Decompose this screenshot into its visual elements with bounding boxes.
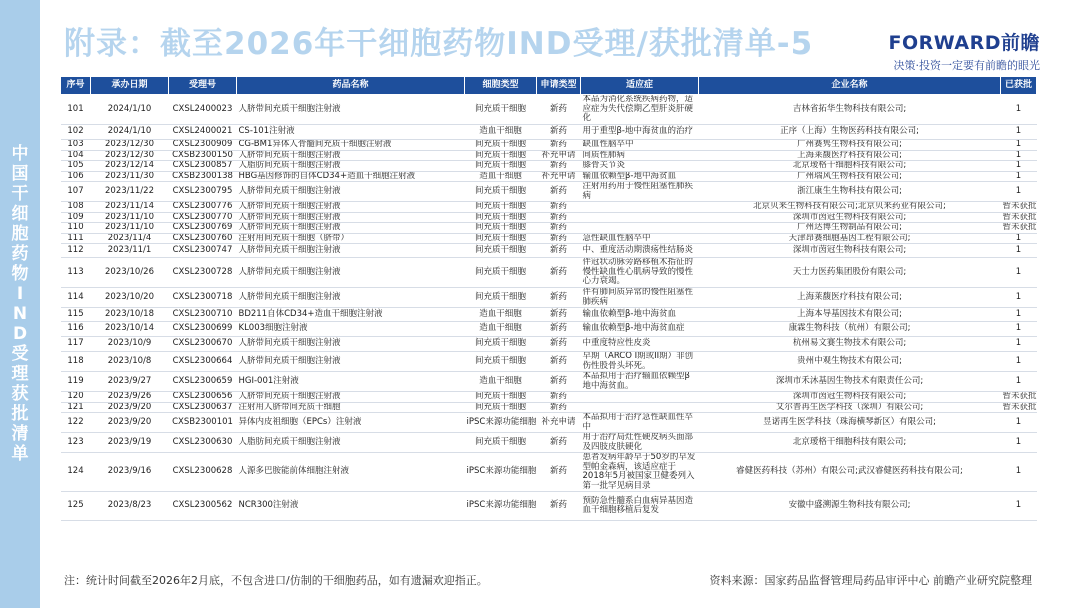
cell-cell-type: 间充质干细胞 [465,244,537,258]
cell-app-type: 新药 [537,244,581,258]
table-row [61,372,1037,392]
cell-accept-no: CXSL2300670 [169,337,237,352]
cell-indication: 伴冠状动脉旁路移植术指征的慢性缺血性心肌病导致的慢性心力衰竭。 [581,258,699,288]
cell-company: 上海莱馥医疗科技有限公司; [699,150,1001,161]
cell-date: 2023/10/20 [91,288,169,308]
cell-accept-no: CXSL2300656 [169,392,237,403]
sidebar [0,0,40,608]
cell-app-type: 新药 [537,433,581,453]
cell-date: 2023/9/20 [91,402,169,413]
cell-company: 北京贝来生物科技有限公司;北京贝来药业有限公司; [699,202,1001,213]
cell-company: 广州达博生物制品有限公司; [699,223,1001,234]
cell-app-type: 新药 [537,453,581,492]
cell-company: 天士力医药集团股份有限公司; [699,258,1001,288]
sidebar-title: 中国干细胞药物IND受理获批清单 [11,144,29,464]
cell-app-type: 新药 [537,95,581,125]
cell-company: 艾尔普再生医学科技（深圳）有限公司; [699,402,1001,413]
table-row [61,244,1037,258]
cell-approved: 1 [1001,244,1037,258]
cell-no: 110 [61,223,91,234]
cell-app-type: 新药 [537,223,581,234]
cell-approved: 1 [1001,372,1037,392]
cell-approved: 1 [1001,413,1037,433]
cell-app-type: 新药 [537,402,581,413]
cell-drug-name: 人脐带间充质干细胞注射液 [237,212,465,223]
cell-drug-name: 人源多巴胺能前体细胞注射液 [237,453,465,492]
cell-accept-no: CXSL2300909 [169,140,237,151]
header-col-approved: 已获批 [1001,77,1037,95]
cell-indication: 患者发病年龄早于50岁的早发型帕金森病，该适应症于2018年5月被国家卫健委列入第一批罕见病目录 [581,453,699,492]
table-row [61,140,1037,151]
header-col-no: 序号 [61,77,91,95]
cell-app-type: 新药 [537,212,581,223]
cell-accept-no: CXSL2300728 [169,258,237,288]
cell-indication [581,392,699,403]
cell-accept-no: CXSL2300795 [169,182,237,202]
cell-no: 119 [61,372,91,392]
cell-date: 2023/9/16 [91,453,169,492]
cell-company: 杭州易文赛生物技术有限公司; [699,337,1001,352]
cell-drug-name: 人脐带间充质干细胞注射液 [237,337,465,352]
cell-no: 109 [61,212,91,223]
cell-company: 正序（上海）生物医药科技有限公司; [699,125,1001,140]
cell-accept-no: CXSL2300562 [169,492,237,521]
cell-company: 深圳市茵冠生物科技有限公司; [699,212,1001,223]
cell-cell-type: 间充质干细胞 [465,140,537,151]
cell-app-type: 新药 [537,352,581,372]
table-row [61,223,1037,234]
cell-company: 昱诺再生医学科技（珠海横琴新区）有限公司; [699,413,1001,433]
cell-date: 2023/10/14 [91,322,169,337]
cell-drug-name: 人脂肪间充质干细胞注射液 [237,161,465,172]
cell-date: 2023/9/20 [91,413,169,433]
cell-app-type: 新药 [537,202,581,213]
cell-accept-no: CXSB2300101 [169,413,237,433]
cell-company: 北京瑷格干细胞科技有限公司; [699,161,1001,172]
cell-date: 2023/10/9 [91,337,169,352]
cell-drug-name: 人脐带间充质干细胞注射液 [237,352,465,372]
cell-indication: 膝骨关节炎 [581,161,699,172]
cell-drug-name: 人脐带间充质干细胞注射液 [237,258,465,288]
cell-drug-name: 人脂肪间充质干细胞注射液 [237,433,465,453]
cell-date: 2023/11/14 [91,202,169,213]
table-row [61,95,1037,125]
cell-indication: 中、重度活动期溃疡性结肠炎 [581,244,699,258]
cell-approved: 1 [1001,125,1037,140]
cell-cell-type: 间充质干细胞 [465,202,537,213]
cell-date: 2023/11/22 [91,182,169,202]
table-row [61,413,1037,433]
cell-indication: 本品拟用于治疗急性缺血性卒中 [581,413,699,433]
cell-no: 118 [61,352,91,372]
cell-app-type: 补充申请 [537,150,581,161]
cell-date: 2024/1/10 [91,125,169,140]
cell-indication: 注射用药用于慢性阻塞性肺疾病 [581,182,699,202]
cell-approved: 1 [1001,95,1037,125]
cell-cell-type: 间充质干细胞 [465,212,537,223]
cell-approved: 1 [1001,322,1037,337]
cell-date: 2023/9/19 [91,433,169,453]
cell-app-type: 新药 [537,288,581,308]
cell-drug-name: 人脐带间充质干细胞注射液 [237,202,465,213]
cell-accept-no: CXSL2300628 [169,453,237,492]
header-col-app-type: 申请类型 [537,77,581,95]
cell-date: 2023/11/4 [91,233,169,244]
cell-no: 101 [61,95,91,125]
cell-no: 122 [61,413,91,433]
cell-date: 2023/9/27 [91,372,169,392]
cell-approved: 1 [1001,258,1037,288]
cell-indication: 输血依赖型β-地中海贫血 [581,171,699,182]
cell-app-type: 新药 [537,492,581,521]
cell-drug-name: 人脐带间充质干细胞注射液 [237,150,465,161]
page-title: 附录：截至2026年干细胞药物IND受理/获批清单-5 [64,26,814,62]
cell-drug-name: CG-BM1异体人骨髓间充质干细胞注射液 [237,140,465,151]
cell-no: 115 [61,308,91,322]
cell-cell-type: 间充质干细胞 [465,337,537,352]
cell-app-type: 新药 [537,392,581,403]
cell-accept-no: CXSL2300769 [169,223,237,234]
footnote: 注：统计时间截至2026年2月底，不包含进口/仿制的干细胞药品，如有遗漏欢迎指正。 [64,574,488,587]
cell-approved: 1 [1001,308,1037,322]
cell-cell-type: 间充质干细胞 [465,182,537,202]
cell-indication: 缺血性脑卒中 [581,140,699,151]
cell-app-type: 新药 [537,182,581,202]
cell-cell-type: iPSC来源功能细胞 [465,413,537,433]
table-body [61,95,1037,521]
table-row [61,182,1037,202]
cell-date: 2023/8/23 [91,492,169,521]
cell-approved: 1 [1001,288,1037,308]
cell-accept-no: CXSL2300770 [169,212,237,223]
cell-indication: 本品拟用于治疗输血依赖型β地中海贫血。 [581,372,699,392]
cell-no: 113 [61,258,91,288]
cell-app-type: 新药 [537,372,581,392]
cell-app-type: 补充申请 [537,171,581,182]
table-row [61,125,1037,140]
cell-approved: 暂未获批 [1002,402,1037,412]
cell-company: 深圳市禾沐基因生物技术有限责任公司; [699,372,1001,392]
cell-accept-no: CXSL2300710 [169,308,237,322]
cell-company: 深圳市茵冠生物科技有限公司; [699,244,1001,258]
cell-cell-type: 间充质干细胞 [465,233,537,244]
cell-cell-type: 间充质干细胞 [465,161,537,172]
cell-no: 121 [61,402,91,413]
cell-accept-no: CXSL2300630 [169,433,237,453]
cell-cell-type: 间充质干细胞 [465,223,537,234]
cell-indication: 急性缺血性脑卒中 [581,233,699,244]
cell-no: 102 [61,125,91,140]
cell-date: 2023/10/26 [91,258,169,288]
cell-no: 125 [61,492,91,521]
table-row [61,492,1037,521]
cell-no: 105 [61,161,91,172]
table-row [61,322,1037,337]
cell-no: 124 [61,453,91,492]
cell-indication [581,202,699,213]
table-row [61,433,1037,453]
cell-date: 2023/11/10 [91,212,169,223]
cell-drug-name: HGI-001注射液 [237,372,465,392]
cell-cell-type: iPSC来源功能细胞 [465,492,537,521]
cell-indication: 中重度特应性皮炎 [581,337,699,352]
cell-drug-name: 人脐带间充质干细胞注射液 [237,392,465,403]
cell-company: 广州瑞风生物科技有限公司; [699,171,1001,182]
cell-indication: 输血依赖型β-地中海贫血 [581,308,699,322]
cell-no: 111 [61,233,91,244]
cell-company: 深圳市茵冠生物科技有限公司; [699,392,1001,403]
cell-app-type: 新药 [537,233,581,244]
table-row [61,150,1037,161]
cell-approved: 1 [1001,161,1037,172]
cell-drug-name: KL003细胞注射液 [237,322,465,337]
cell-app-type: 新药 [537,258,581,288]
cell-date: 2023/11/30 [91,171,169,182]
table-header-row [61,77,1037,95]
cell-no: 108 [61,202,91,213]
cell-accept-no: CXSB2300150 [169,150,237,161]
cell-indication: 用于治疗局灶性硬皮病头面部及四肢皮肤硬化 [581,433,699,453]
cell-approved: 暂未获批 [1002,391,1037,401]
cell-app-type: 新药 [537,161,581,172]
cell-drug-name: 人脐带间充质干细胞注射液 [237,223,465,234]
cell-accept-no: CXSL2400021 [169,125,237,140]
cell-indication: 伴有肺间质异常的慢性阻塞性肺疾病 [581,288,699,308]
cell-date: 2023/11/1 [91,244,169,258]
cell-no: 116 [61,322,91,337]
cell-indication: 早期（ARCO I期或II期）非创伤性股骨头坏死。 [581,352,699,372]
cell-approved: 1 [1001,433,1037,453]
table-row [61,202,1037,213]
cell-indication [581,402,699,413]
cell-company: 天津昂赛细胞基因工程有限公司; [699,233,1001,244]
cell-app-type: 新药 [537,337,581,352]
cell-company: 浙江康生生物科技有限公司; [699,182,1001,202]
cell-no: 112 [61,244,91,258]
logo-wordmark: FORWARD前瞻 [888,32,1040,54]
cell-date: 2023/10/8 [91,352,169,372]
cell-date: 2023/11/10 [91,223,169,234]
cell-app-type: 新药 [537,308,581,322]
cell-approved: 暂未获批 [1002,212,1037,222]
cell-no: 114 [61,288,91,308]
cell-approved: 1 [1001,337,1037,352]
cell-accept-no: CXSL2300857 [169,161,237,172]
cell-drug-name: 注射用间充质干细胞（脐带） [237,233,465,244]
cell-drug-name: 人脐带间充质干细胞注射液 [237,182,465,202]
cell-app-type: 补充申请 [537,413,581,433]
cell-cell-type: 间充质干细胞 [465,258,537,288]
ind-table-container [60,76,1036,521]
cell-drug-name: BD211自体CD34+造血干细胞注射液 [237,308,465,322]
ind-table [60,76,1037,521]
cell-accept-no: CXSL2300699 [169,322,237,337]
cell-accept-no: CXSL2400023 [169,95,237,125]
header-col-date: 承办日期 [91,77,169,95]
cell-approved: 暂未获批 [1002,201,1037,211]
cell-cell-type: 间充质干细胞 [465,150,537,161]
cell-indication [581,223,699,234]
cell-no: 104 [61,150,91,161]
cell-cell-type: 造血干细胞 [465,372,537,392]
cell-company: 广州赛隽生物科技有限公司; [699,140,1001,151]
cell-date: 2023/10/18 [91,308,169,322]
cell-drug-name: CS-101注射液 [237,125,465,140]
cell-date: 2023/12/14 [91,161,169,172]
cell-indication: 预防急性髓系白血病异基因造血干细胞移植后复发 [581,492,699,521]
cell-drug-name: 异体内皮祖细胞（EPCs）注射液 [237,413,465,433]
cell-approved: 1 [1001,182,1037,202]
cell-company: 上海本导基因技术有限公司; [699,308,1001,322]
cell-app-type: 新药 [537,125,581,140]
table-row [61,171,1037,182]
logo-slogan: 决策·投资一定要有前瞻的眼光 [893,59,1040,72]
cell-cell-type: iPSC来源功能细胞 [465,453,537,492]
header-col-drug-name: 药品名称 [237,77,465,95]
cell-company: 贵州中观生物技术有限公司; [699,352,1001,372]
cell-accept-no: CXSL2300747 [169,244,237,258]
cell-company: 康霖生物科技（杭州）有限公司; [699,322,1001,337]
cell-cell-type: 造血干细胞 [465,308,537,322]
cell-accept-no: CXSB2300138 [169,171,237,182]
header-col-indication: 适应症 [581,77,699,95]
cell-approved: 1 [1001,171,1037,182]
cell-no: 107 [61,182,91,202]
table-row [61,258,1037,288]
cell-indication: 用于重型β-地中海贫血的治疗 [581,125,699,140]
table-row [61,308,1037,322]
table-row [61,402,1037,413]
cell-accept-no: CXSL2300776 [169,202,237,213]
cell-cell-type: 间充质干细胞 [465,433,537,453]
header-col-company: 企业名称 [699,77,1001,95]
table-row [61,392,1037,403]
cell-approved: 1 [1001,453,1037,492]
cell-accept-no: CXSL2300760 [169,233,237,244]
cell-drug-name: NCR300注射液 [237,492,465,521]
cell-company: 睿健医药科技（苏州）有限公司;武汉睿健医药科技有限公司; [699,453,1001,492]
cell-accept-no: CXSL2300718 [169,288,237,308]
table-row [61,453,1037,492]
cell-date: 2023/12/30 [91,150,169,161]
cell-cell-type: 造血干细胞 [465,322,537,337]
cell-company: 吉林省拓华生物科技有限公司; [699,95,1001,125]
cell-date: 2023/12/30 [91,140,169,151]
table-row [61,161,1037,172]
cell-no: 123 [61,433,91,453]
cell-no: 103 [61,140,91,151]
cell-accept-no: CXSL2300637 [169,402,237,413]
table-row [61,212,1037,223]
cell-no: 106 [61,171,91,182]
cell-accept-no: CXSL2300664 [169,352,237,372]
cell-company: 北京瑷格干细胞科技有限公司; [699,433,1001,453]
cell-drug-name: 人脐带间充质干细胞注射液 [237,95,465,125]
cell-company: 安徽中盛溯源生物科技有限公司; [699,492,1001,521]
cell-approved: 1 [1001,352,1037,372]
table-row [61,337,1037,352]
table-row [61,288,1037,308]
cell-cell-type: 间充质干细胞 [465,392,537,403]
cell-approved: 1 [1001,150,1037,161]
cell-accept-no: CXSL2300659 [169,372,237,392]
brand-logo [889,28,1040,73]
cell-cell-type: 间充质干细胞 [465,352,537,372]
header-col-accept-no: 受理号 [169,77,237,95]
cell-drug-name: 注射用人脐带间充质干细胞 [237,402,465,413]
cell-cell-type: 间充质干细胞 [465,95,537,125]
cell-no: 120 [61,392,91,403]
cell-cell-type: 造血干细胞 [465,171,537,182]
cell-approved: 1 [1001,233,1037,244]
source-note: 资料来源：国家药品监督管理局药品审评中心 前瞻产业研究院整理 [709,574,1032,587]
cell-company: 上海莱馥医疗科技有限公司; [699,288,1001,308]
cell-approved: 暂未获批 [1002,222,1037,232]
cell-approved: 1 [1001,140,1037,151]
cell-drug-name: 人脐带间充质干细胞注射液 [237,244,465,258]
cell-app-type: 新药 [537,140,581,151]
cell-cell-type: 间充质干细胞 [465,402,537,413]
cell-app-type: 新药 [537,322,581,337]
cell-date: 2023/9/26 [91,392,169,403]
cell-approved: 1 [1001,492,1037,521]
cell-indication [581,212,699,223]
cell-date: 2024/1/10 [91,95,169,125]
cell-cell-type: 造血干细胞 [465,125,537,140]
cell-indication: 本品为消化系统疾病药物，适应症为失代偿期乙型肝炎肝硬化 [581,95,699,125]
cell-indication: 间质性肺病 [581,150,699,161]
cell-drug-name: 人脐带间充质干细胞注射液 [237,288,465,308]
cell-indication: 输血依赖型β-地中海贫血症 [581,322,699,337]
header-col-cell-type: 细胞类型 [465,77,537,95]
cell-cell-type: 间充质干细胞 [465,288,537,308]
cell-no: 117 [61,337,91,352]
table-row [61,352,1037,372]
table-row [61,233,1037,244]
cell-drug-name: HBG基因修饰的自体CD34+造血干细胞注射液 [237,171,465,182]
